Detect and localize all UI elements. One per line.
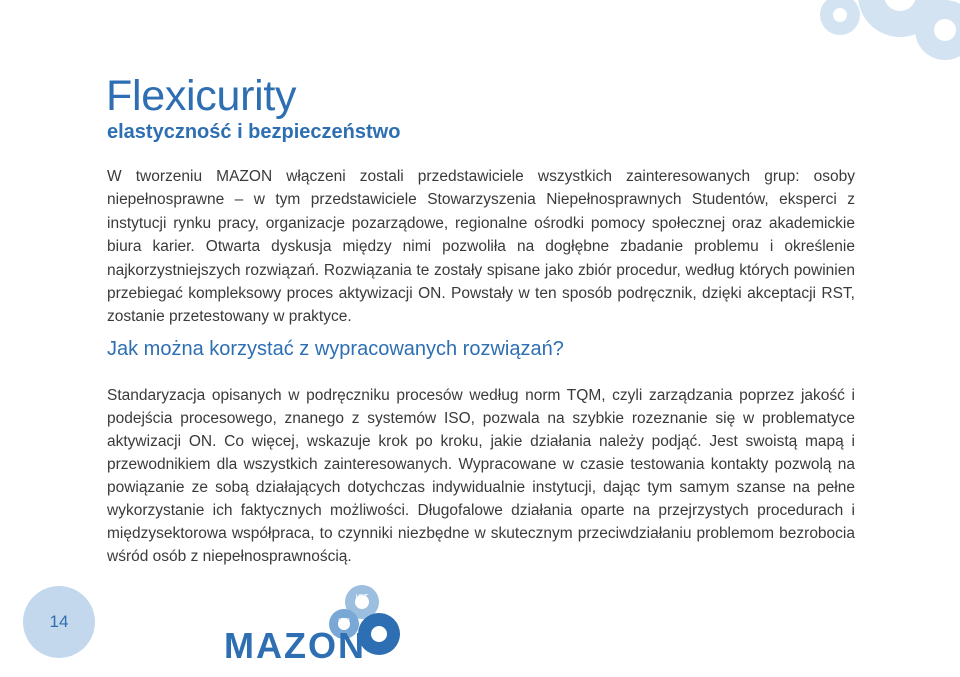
logo-wordmark: MAZON [224,625,366,666]
logo-gear-label-irp: IRP [338,618,350,625]
page-title: Flexicurity [106,72,297,120]
mazon-logo [222,580,462,677]
page-number-badge [23,586,95,658]
page-number: 14 [49,612,69,631]
decorative-gears-icon [660,0,960,80]
intro-paragraph: W tworzeniu MAZON włączeni zostali przedstawiciele wszystkich zainteresowanych grup: osoby niepełnosprawne – w tym przedstawiciele Stowarzyszenia Niepełnosprawnych Studentów, eksperci z instytucji rynku pracy, organizacje pozarządowe, regionalne ośrodki pomocy społecznej oraz akademickie biura karier. Otwarta dyskusja między nimi pozwoliła na dogłębne zbadanie problemu i określenie najkorzystniejszych rozwiązań. Rozwiązania te zostały spisane jako zbiór procedur, według których powinien przebiegać kompleksowy proces aktywizacji ON. Powstały w ten sposób podręcznik, dzięki akceptacji RST, zostanie przetestowany w praktyce. [107,168,855,326]
section-heading: Jak można korzystać z wypracowanych rozwiązań? [107,338,564,360]
logo-gear-label-ict: ICT [355,593,369,602]
body-paragraph: Standaryzacja opisanych w podręczniku procesów według norm TQM, czyli zarządzania poprzez jakość i podejścia procesowego, znanego z systemów ISO, pozwala na szybkie rozeznanie się w problematyce aktywizacji ON. Co więcej, wskazuje krok po kroku, jakie działania należy podjąć. Jest swoistą mapą i przewodnikiem dla wszystkich zainteresowanych. Wypracowane w czasie testowania kontakty pozwolą na powiązanie ze sobą działających dotychczas indywidualnie instytucji, dając tym samym szanse na pełne wykorzystanie ich faktycznych możliwości. Długofalowe działania oparte na przejrzystych procedurach i międzysektorowa współpraca, to czynniki niezbędne w skutecznym przeciwdziałaniu problemom bezrobocia wśród osób z niepełnosprawnością. [107,387,855,565]
page-subtitle: elastyczność i bezpieczeństwo [107,121,401,143]
logo-gear-label-on: ON [373,629,387,639]
